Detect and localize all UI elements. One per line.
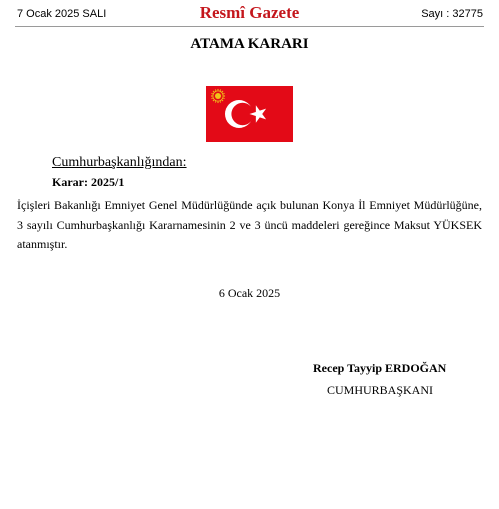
signatory-name: Recep Tayyip ERDOĞAN <box>313 361 447 375</box>
gazette-title: Resmî Gazete <box>199 3 300 22</box>
header-divider <box>15 26 484 27</box>
decision-body: İçişleri Bakanlığı Emniyet Genel Müdürlüğünde açık bulunan Konya İl Emniyet Müdürlüğüne, 3 sayılı Cumhurbaşkanlığı Kararnamesinin 2 ve 3 üncü maddeleri gereğince Maksut YÜKSEK atanmıştır. <box>17 198 482 251</box>
decision-number: Karar: 2025/1 <box>52 175 125 189</box>
turkish-flag-icon <box>206 86 293 142</box>
gazette-header <box>0 0 499 28</box>
signatory-title: CUMHURBAŞKANI <box>327 383 434 397</box>
header-date: 7 Ocak 2025 SALI <box>17 8 107 20</box>
document-title: ATAMA KARARI <box>190 36 309 52</box>
presidential-seal-icon <box>211 89 225 103</box>
decision-date: 6 Ocak 2025 <box>218 286 281 300</box>
issue-number: Sayı : 32775 <box>421 8 483 20</box>
issuing-authority: Cumhurbaşkanlığından: <box>52 155 187 170</box>
